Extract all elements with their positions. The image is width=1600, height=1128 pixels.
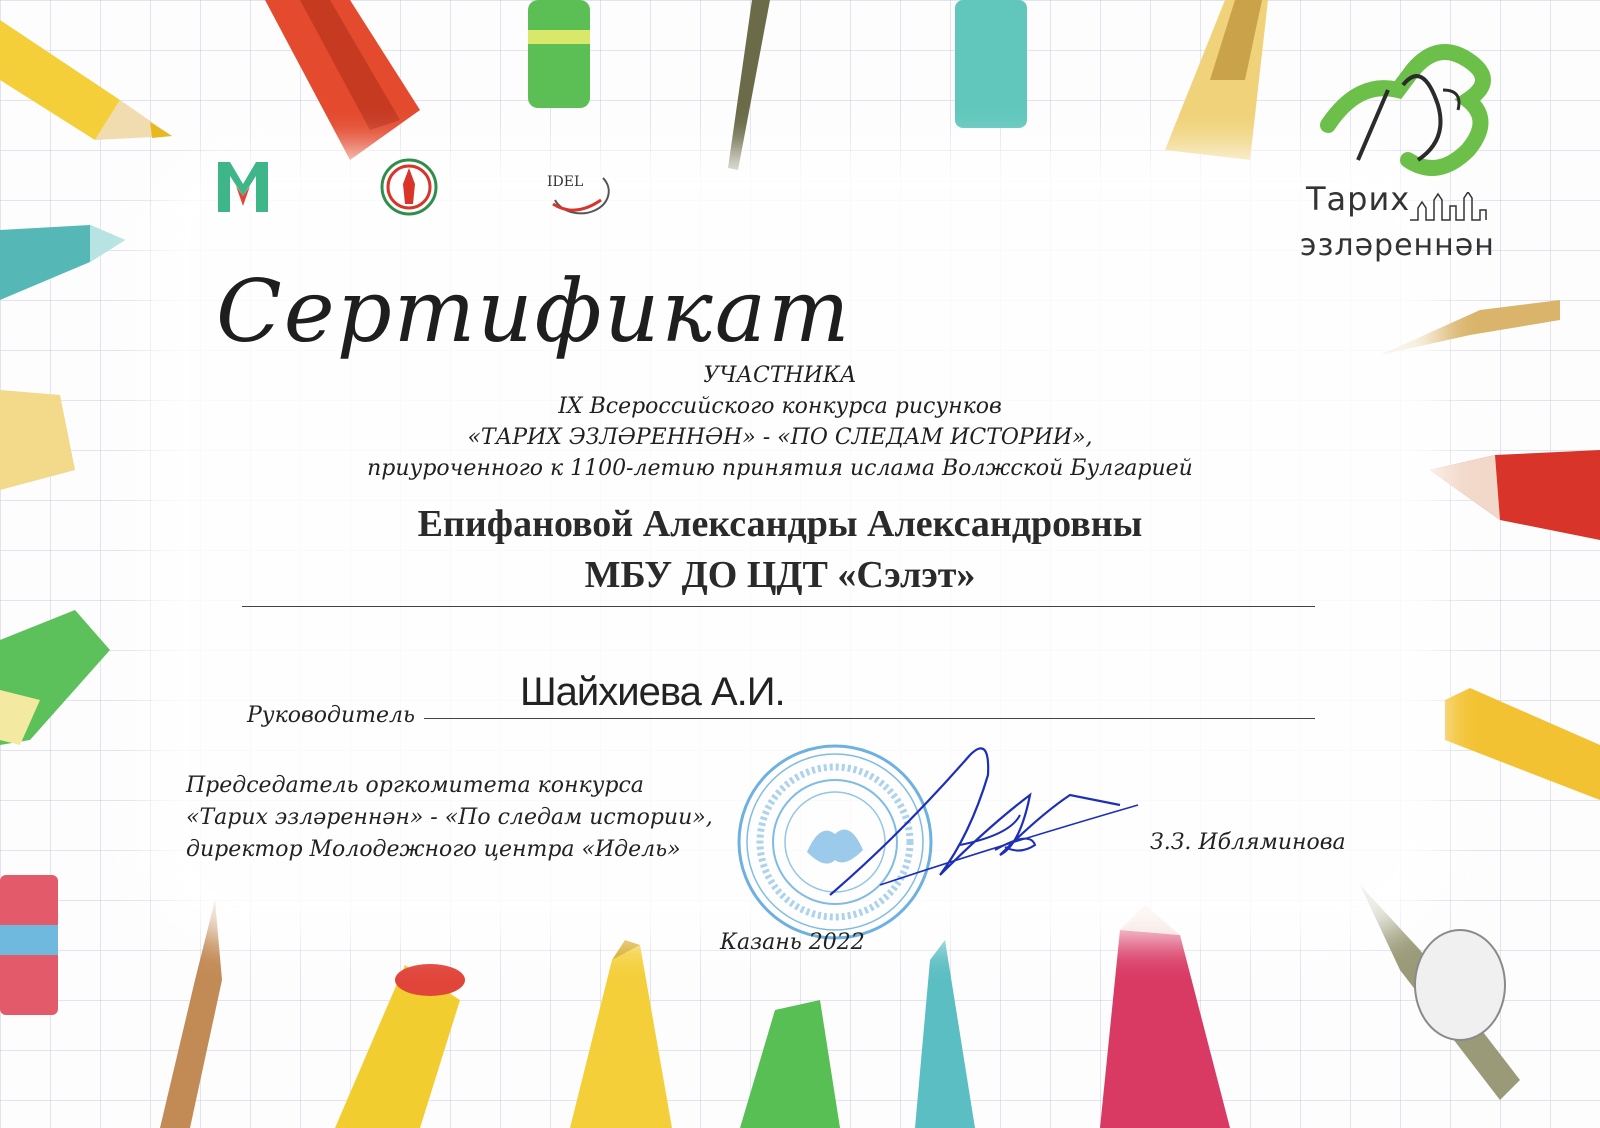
bottom-red-pencil-icon	[335, 964, 465, 1128]
organization-name: МБУ ДО ЦДТ «Сэлэт»	[584, 554, 976, 596]
subtitle-line-dedication: приуроченного к 1100-летию принятия ислама Волжской Булгарией	[367, 456, 1193, 481]
certificate-title: Сертификат	[216, 262, 852, 362]
tarih-logo	[1300, 30, 1528, 270]
yellow-pencil-icon	[0, 20, 172, 140]
subtitle-line-contest-name: «ТАРИХ ЭЗЛӘРЕННӘН» - «ПО СЛЕДАМ ИСТОРИИ»,	[467, 425, 1093, 450]
bottom-green-crayon-icon	[740, 1000, 840, 1128]
teal-pencil-icon	[0, 225, 125, 300]
right-red-pencil-icon	[1430, 450, 1600, 540]
idel-logo-text: IDEL	[547, 174, 584, 190]
tarih-logo-mark-icon	[1318, 30, 1528, 200]
paintbrush-icon	[728, 0, 770, 170]
chair-line-2: «Тарих эзләреннән» - «По следам истории»,	[186, 805, 713, 830]
subtitle-line-contest: IX Всероссийского конкурса рисунков	[558, 394, 1002, 419]
chair-title	[186, 770, 713, 866]
chair-line-1: Председатель оргкомитета конкурса	[186, 773, 644, 798]
recipient-underline	[242, 606, 1315, 607]
recipient-name: Епифановой Александры Александровны	[417, 503, 1143, 545]
green-crayon-icon	[528, 0, 590, 108]
m-logo-icon	[218, 162, 268, 212]
left-green-crayon-icon	[0, 610, 110, 745]
bottom-yellow-pencil-icon	[570, 940, 672, 1128]
tarih-logo-line2: эзләреннән	[1300, 228, 1495, 263]
chair-name: З.З. Ибляминова	[1150, 830, 1346, 855]
subtitle-line-participant: УЧАСТНИКА	[703, 363, 857, 388]
city-year: Казань 2022	[720, 930, 865, 955]
left-brush-icon	[0, 390, 75, 490]
tarih-logo-line1: Тарих	[1306, 180, 1411, 218]
idel-logo-icon	[545, 160, 613, 218]
leader-underline	[424, 718, 1315, 719]
paintbrush-bristles-icon	[1165, 0, 1268, 160]
right-yellow-marker-icon	[1445, 688, 1600, 800]
left-marker-icon	[0, 875, 58, 1015]
emblem-icon	[380, 158, 438, 216]
leader-label: Руководитель	[247, 703, 415, 728]
city-skyline-icon	[1410, 192, 1488, 222]
red-marker-icon	[265, 0, 420, 160]
bottom-teal-pencil-icon	[915, 940, 975, 1128]
signature-icon	[820, 735, 1140, 905]
teal-marker-icon	[955, 0, 1027, 128]
leader-name: Шайхиева А.И.	[520, 670, 785, 714]
chair-line-3: директор Молодежного центра «Идель»	[186, 837, 681, 862]
certificate-subtitle	[250, 360, 1310, 484]
